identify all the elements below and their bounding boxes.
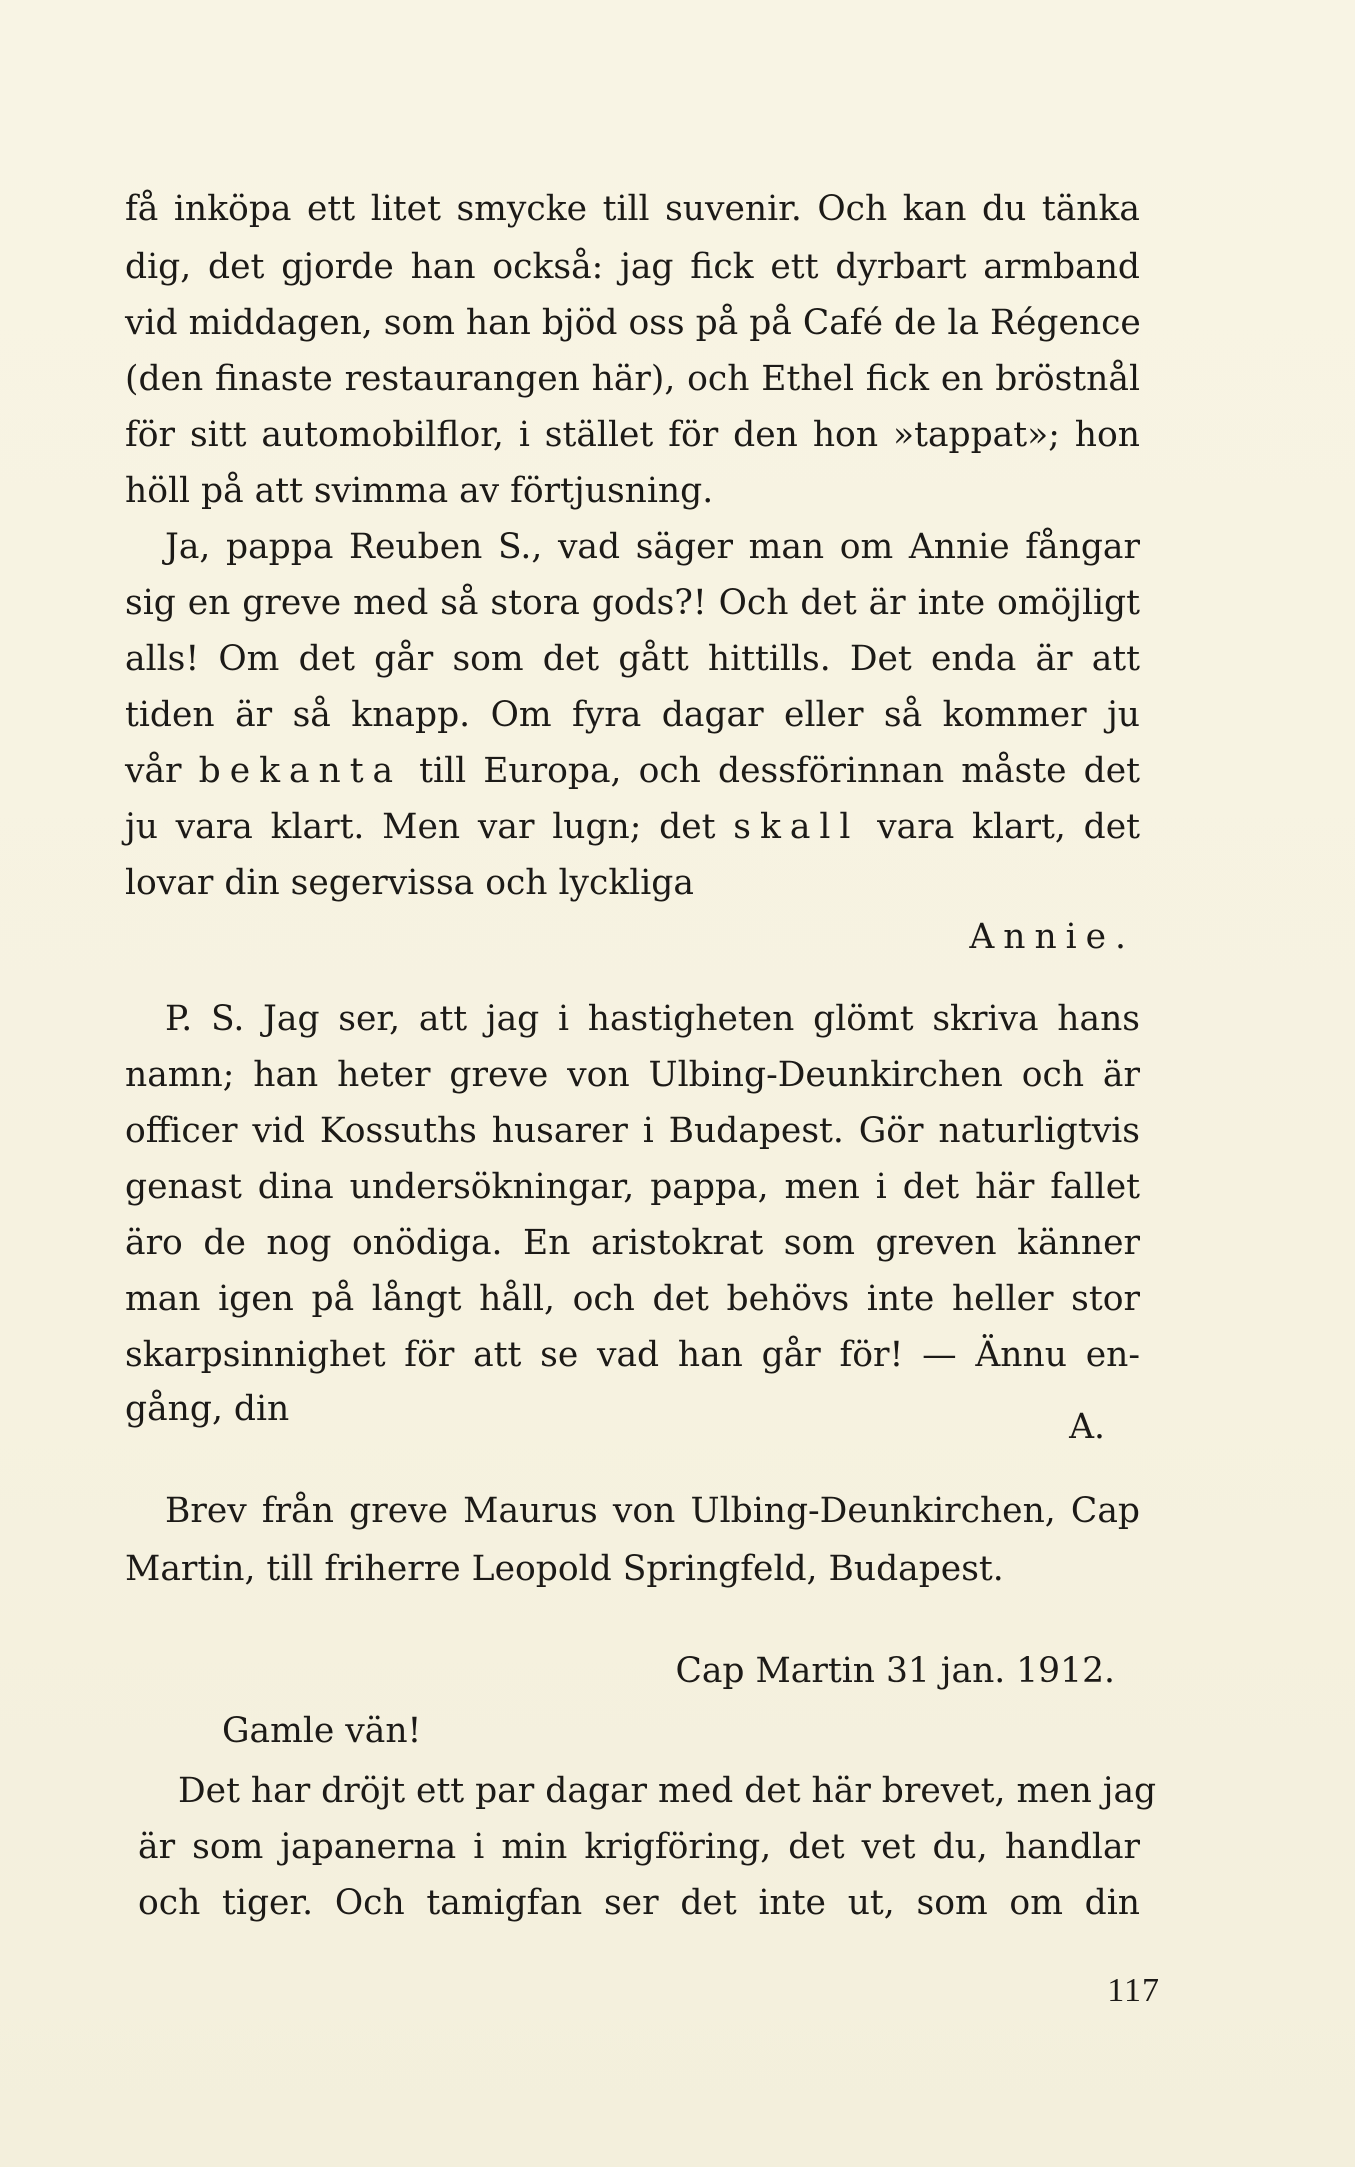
text-line: officer vid Kossuths husarer i Budapest. Gör naturligtvis [125,1111,1140,1151]
text-span: vara klart, det [877,807,1140,847]
signature-a: A. [1069,1407,1105,1447]
text-span: ju vara klart. Men var lugn; det [125,807,716,847]
text-line: skarpsinnighet för att se vad han går för! — Ännu en- [125,1335,1140,1375]
text-line: Ja, pappa Reuben S., vad säger man om Annie fångar [165,527,1140,567]
dateline: Cap Martin 31 jan. 1912. [675,1651,1115,1691]
text-line: för sitt automobilflor, i stället för den hon »tappat»; hon [125,415,1140,455]
text-line: få inköpa ett litet smycke till suvenir. Och kan du tänka [125,189,1140,229]
text-span: vår [125,751,182,791]
text-span: till Europa, och dessförinnan måste det [419,751,1140,791]
text-line: P. S. Jag ser, att jag i hastigheten glömt skriva hans [165,999,1140,1039]
text-line: gång, din [125,1389,290,1429]
salutation: Gamle vän! [222,1711,422,1751]
text-line: (den finaste restaurangen här), och Ethel fick en bröstnål [125,359,1140,399]
text-line: genast dina undersökningar, pappa, men i det här fallet [125,1167,1140,1207]
text-line: namn; han heter greve von Ulbing-Deunkirchen och är [125,1055,1140,1095]
text-line: man igen på långt håll, och det behövs inte heller stor [125,1279,1140,1319]
text-line: och tiger. Och tamigfan ser det inte ut, som om din [138,1883,1140,1923]
text-line: sig en greve med så stora gods?! Och det är inte omöjligt [125,583,1140,623]
spaced-word: skall [733,807,860,847]
text-line: lovar din segervissa och lyckliga [125,863,694,903]
text-line: höll på att svimma av förtjusning. [125,471,714,511]
signature-annie: Annie. [969,917,1135,957]
text-line: Det har dröjt ett par dagar med det här brevet, men jag [178,1771,1157,1811]
spaced-word: bekanta [198,751,403,791]
letter-heading-line: Martin, till friherre Leopold Springfeld, Budapest. [125,1549,1004,1589]
page-number: 117 [1107,1972,1160,2009]
text-line: är som japanerna i min krigföring, det vet du, handlar [138,1827,1140,1867]
text-line: alls! Om det går som det gått hittills. Det enda är att [125,639,1140,679]
letter-heading-line: Brev från greve Maurus von Ulbing-Deunkirchen, Cap [165,1491,1140,1531]
text-line: vid middagen, som han bjöd oss på på Café de la Régence [125,303,1141,343]
text-line [125,807,1140,847]
text-line: tiden är så knapp. Om fyra dagar eller så kommer ju [125,695,1140,735]
text-line: dig, det gjorde han också: jag fick ett dyrbart armband [125,247,1140,287]
text-line [125,751,1140,791]
text-line: äro de nog onödiga. En aristokrat som greven känner [125,1223,1140,1263]
